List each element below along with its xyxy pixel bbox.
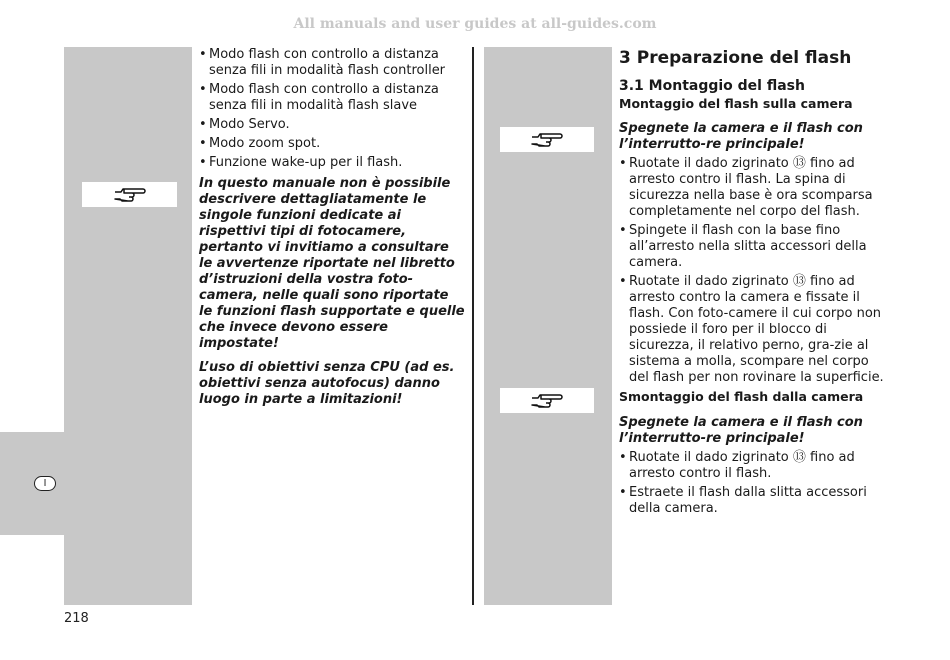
page-number: 218	[64, 611, 89, 626]
language-tab-label: I	[34, 476, 56, 491]
column-divider	[472, 47, 474, 605]
list-item: • Funzione wake-up per il flash.	[199, 155, 465, 171]
section-title: 3.1 Montaggio del flash	[619, 78, 805, 94]
unmount-warning-note: Spegnete la camera e il flash con l’interrutto-re principale!	[619, 415, 863, 446]
list-item: • Estraete il flash dalla slitta accessori della camera.	[619, 485, 887, 517]
list-item: • Ruotate il dado zigrinato ⑬ fino ad arresto contro la camera e fissate il flash. Con foto-camere il cui corpo non possiede il foro per il blocco di sicurezza, il relativo perno, gra-zie al sistema a molla, scompare nel corpo del flash per non rovinare la superficie.	[619, 274, 887, 386]
note-marker-unmount	[500, 388, 594, 413]
list-item: • Modo flash con controllo a distanza senza fili in modalità flash controller	[199, 47, 465, 79]
list-item: • Modo Servo.	[199, 117, 465, 133]
left-margin-panel	[64, 47, 192, 605]
chapter-title: 3 Preparazione del flash	[619, 48, 852, 68]
unmount-steps-list	[619, 450, 887, 517]
pointing-hand-icon	[113, 186, 147, 204]
pointing-hand-icon	[530, 392, 564, 410]
list-item: • Spingete il flash con la base fino all’arresto nella slitta accessori della camera.	[619, 223, 887, 271]
list-item: • Modo flash con controllo a distanza senza fili in modalità flash slave	[199, 82, 465, 114]
mount-warning-note: Spegnete la camera e il flash con l’interrutto-re principale!	[619, 121, 863, 152]
mount-subtitle: Montaggio del flash sulla camera	[619, 96, 853, 111]
list-item: • Ruotate il dado zigrinato ⑬ fino ad arresto contro il flash. La spina di sicurezza nella base è ora scomparsa completamente nel corpo del flash.	[619, 156, 887, 220]
list-item: • Ruotate il dado zigrinato ⑬ fino ad arresto contro il flash.	[619, 450, 887, 482]
pointing-hand-icon	[530, 131, 564, 149]
mount-steps-list	[619, 156, 887, 386]
left-text-column	[199, 47, 465, 416]
list-item: • Modo zoom spot.	[199, 136, 465, 152]
camera-compatibility-note: In questo manuale non è possibile descrivere dettagliatamente le singole funzioni dedicate ai rispettivi tipi di fotocamere, pertanto vi invitiamo a consultare le avvertenze riportate nel libretto d’istruzioni della vostra foto-camera, nelle quali sono riportate le funzioni flash supportate e quelle che invece devono essere impostate!	[199, 176, 465, 351]
note-marker-mount	[500, 127, 594, 152]
feature-list	[199, 47, 465, 171]
cpu-lens-note: L’uso di obiettivi senza CPU (ad es. obiettivi senza autofocus) danno luogo in parte a limitazioni!	[199, 360, 455, 407]
unmount-subtitle: Smontaggio del flash dalla camera	[619, 389, 864, 404]
right-text-column	[619, 47, 887, 520]
note-marker-left	[82, 182, 177, 207]
watermark: All manuals and user guides at all-guides.com	[293, 16, 657, 32]
